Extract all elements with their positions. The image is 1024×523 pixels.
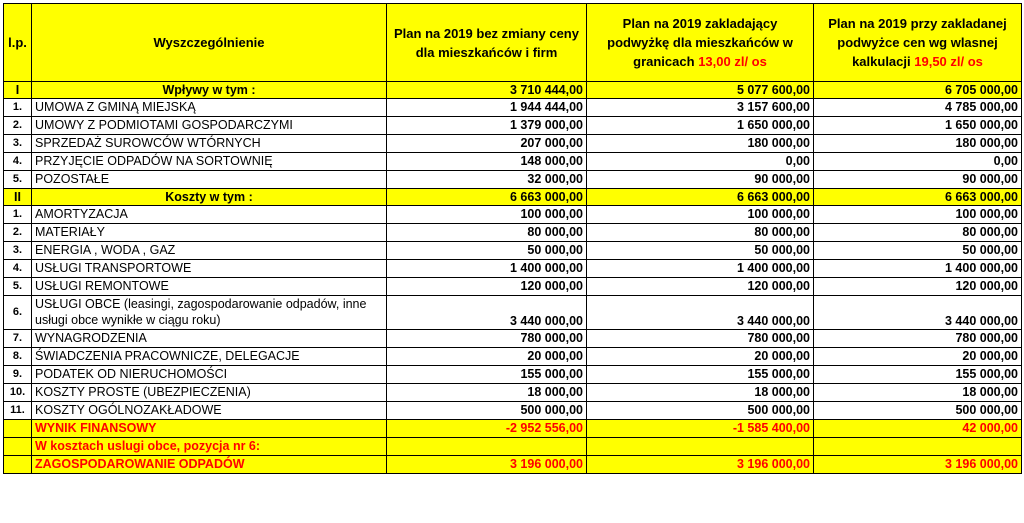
row-lp: 1. bbox=[4, 99, 32, 117]
table-row bbox=[4, 384, 1022, 402]
row-description: UMOWY Z PODMIOTAMI GOSPODARCZYMI bbox=[32, 117, 387, 135]
note-row bbox=[4, 438, 1022, 456]
section-income-row bbox=[4, 82, 1022, 99]
row-value-c: 120 000,00 bbox=[814, 278, 1022, 296]
table-row bbox=[4, 402, 1022, 420]
row-value-c: 155 000,00 bbox=[814, 366, 1022, 384]
row-value-a: 780 000,00 bbox=[387, 330, 587, 348]
row-value-c: 20 000,00 bbox=[814, 348, 1022, 366]
row-description: KOSZTY PROSTE (UBEZPIECZENIA) bbox=[32, 384, 387, 402]
row-lp: 3. bbox=[4, 135, 32, 153]
section-value-a: 6 663 000,00 bbox=[387, 189, 587, 206]
row-value-b: 18 000,00 bbox=[587, 384, 814, 402]
row-value-c: 18 000,00 bbox=[814, 384, 1022, 402]
table-row bbox=[4, 366, 1022, 384]
row-lp: 2. bbox=[4, 117, 32, 135]
row-lp: 8. bbox=[4, 348, 32, 366]
row-value-b: 155 000,00 bbox=[587, 366, 814, 384]
section-value-c: 6 705 000,00 bbox=[814, 82, 1022, 99]
section-costs-row bbox=[4, 189, 1022, 206]
row-value-c: 4 785 000,00 bbox=[814, 99, 1022, 117]
row-lp: 11. bbox=[4, 402, 32, 420]
row-value-b: 50 000,00 bbox=[587, 242, 814, 260]
table-row bbox=[4, 99, 1022, 117]
row-value-a: 1 379 000,00 bbox=[387, 117, 587, 135]
row-value-c: 500 000,00 bbox=[814, 402, 1022, 420]
note-label: W kosztach uslugi obce, pozycja nr 6: bbox=[32, 438, 387, 456]
row-value-b: 1 650 000,00 bbox=[587, 117, 814, 135]
table-row bbox=[4, 348, 1022, 366]
row-value-a: 20 000,00 bbox=[387, 348, 587, 366]
row-description: ENERGIA , WODA , GAZ bbox=[32, 242, 387, 260]
row-value-b: 3 157 600,00 bbox=[587, 99, 814, 117]
financial-result-label: WYNIK FINANSOWY bbox=[32, 420, 387, 438]
row-value-a: 1 400 000,00 bbox=[387, 260, 587, 278]
row-lp: 5. bbox=[4, 171, 32, 189]
header-plan-c bbox=[814, 4, 1022, 82]
row-value-a: 18 000,00 bbox=[387, 384, 587, 402]
row-description: PRZYJĘCIE ODPADÓW NA SORTOWNIĘ bbox=[32, 153, 387, 171]
row-description: ŚWIADCZENIA PRACOWNICZE, DELEGACJE bbox=[32, 348, 387, 366]
row-description: USŁUGI TRANSPORTOWE bbox=[32, 260, 387, 278]
section-label: Koszty w tym : bbox=[32, 189, 387, 206]
row-value-b: 80 000,00 bbox=[587, 224, 814, 242]
row-value-a: 1 944 444,00 bbox=[387, 99, 587, 117]
header-row bbox=[4, 4, 1022, 82]
row-value-b: 20 000,00 bbox=[587, 348, 814, 366]
row-value-b: 0,00 bbox=[587, 153, 814, 171]
row-value-c: 100 000,00 bbox=[814, 206, 1022, 224]
row-value-b: 500 000,00 bbox=[587, 402, 814, 420]
table-row bbox=[4, 330, 1022, 348]
table-row bbox=[4, 171, 1022, 189]
row-value-b: 120 000,00 bbox=[587, 278, 814, 296]
header-plan-c-rate: 19,50 zl/ os bbox=[914, 54, 983, 69]
section-label: Wpływy w tym : bbox=[32, 82, 387, 99]
financial-result-a: -2 952 556,00 bbox=[387, 420, 587, 438]
row-value-a: 120 000,00 bbox=[387, 278, 587, 296]
row-value-c: 780 000,00 bbox=[814, 330, 1022, 348]
row-value-b: 100 000,00 bbox=[587, 206, 814, 224]
row-lp: 1. bbox=[4, 206, 32, 224]
row-description: USŁUGI REMONTOWE bbox=[32, 278, 387, 296]
header-plan-b bbox=[587, 4, 814, 82]
row-description: PODATEK OD NIERUCHOMOŚCI bbox=[32, 366, 387, 384]
row-value-c: 50 000,00 bbox=[814, 242, 1022, 260]
header-plan-b-rate: 13,00 zl/ os bbox=[698, 54, 767, 69]
row-value-b: 3 440 000,00 bbox=[587, 296, 814, 330]
table-row bbox=[4, 242, 1022, 260]
row-value-a: 100 000,00 bbox=[387, 206, 587, 224]
header-lp: l.p. bbox=[4, 4, 32, 82]
footer-lp bbox=[4, 420, 32, 438]
row-description: UMOWA Z GMINĄ MIEJSKĄ bbox=[32, 99, 387, 117]
waste-management-label: ZAGOSPODAROWANIE ODPADÓW bbox=[32, 456, 387, 474]
row-value-c: 1 400 000,00 bbox=[814, 260, 1022, 278]
row-lp: 2. bbox=[4, 224, 32, 242]
row-value-a: 207 000,00 bbox=[387, 135, 587, 153]
row-value-c: 180 000,00 bbox=[814, 135, 1022, 153]
row-value-b: 1 400 000,00 bbox=[587, 260, 814, 278]
row-description: WYNAGRODZENIA bbox=[32, 330, 387, 348]
section-lp: I bbox=[4, 82, 32, 99]
budget-table bbox=[3, 3, 1022, 474]
financial-result-row bbox=[4, 420, 1022, 438]
row-lp: 7. bbox=[4, 330, 32, 348]
row-description: SPRZEDAŻ SUROWCÓW WTÓRNYCH bbox=[32, 135, 387, 153]
row-description: MATERIAŁY bbox=[32, 224, 387, 242]
table-row bbox=[4, 278, 1022, 296]
row-value-a: 50 000,00 bbox=[387, 242, 587, 260]
financial-result-c: 42 000,00 bbox=[814, 420, 1022, 438]
row-value-c: 1 650 000,00 bbox=[814, 117, 1022, 135]
row-value-a: 80 000,00 bbox=[387, 224, 587, 242]
financial-result-b: -1 585 400,00 bbox=[587, 420, 814, 438]
table-row bbox=[4, 296, 1022, 330]
footer-lp bbox=[4, 456, 32, 474]
row-lp: 6. bbox=[4, 296, 32, 330]
section-lp: II bbox=[4, 189, 32, 206]
row-value-c: 90 000,00 bbox=[814, 171, 1022, 189]
row-value-b: 90 000,00 bbox=[587, 171, 814, 189]
row-description: USŁUGI OBCE (leasingi, zagospodarowanie odpadów, inne usługi obce wynikłe w ciągu roku) bbox=[32, 296, 387, 330]
table-row bbox=[4, 153, 1022, 171]
row-value-b: 180 000,00 bbox=[587, 135, 814, 153]
note-empty-b bbox=[587, 438, 814, 456]
table-row bbox=[4, 224, 1022, 242]
footer-lp bbox=[4, 438, 32, 456]
row-lp: 5. bbox=[4, 278, 32, 296]
section-value-b: 6 663 000,00 bbox=[587, 189, 814, 206]
row-description: POZOSTAŁE bbox=[32, 171, 387, 189]
row-lp: 3. bbox=[4, 242, 32, 260]
row-value-c: 0,00 bbox=[814, 153, 1022, 171]
section-value-b: 5 077 600,00 bbox=[587, 82, 814, 99]
waste-management-b: 3 196 000,00 bbox=[587, 456, 814, 474]
table-row bbox=[4, 260, 1022, 278]
row-lp: 9. bbox=[4, 366, 32, 384]
waste-management-c: 3 196 000,00 bbox=[814, 456, 1022, 474]
table-row bbox=[4, 206, 1022, 224]
header-plan-c-text: Plan na 2019 przy zakladanej podwyżce cen wg wlasnej kalkulacji bbox=[828, 16, 1007, 69]
header-plan-b-text: Plan na 2019 zakladający podwyżkę dla mieszkańców w granicach bbox=[607, 16, 793, 69]
waste-management-a: 3 196 000,00 bbox=[387, 456, 587, 474]
waste-management-row bbox=[4, 456, 1022, 474]
table-row bbox=[4, 135, 1022, 153]
row-value-c: 80 000,00 bbox=[814, 224, 1022, 242]
row-value-a: 3 440 000,00 bbox=[387, 296, 587, 330]
row-value-a: 500 000,00 bbox=[387, 402, 587, 420]
row-value-a: 155 000,00 bbox=[387, 366, 587, 384]
row-value-c: 3 440 000,00 bbox=[814, 296, 1022, 330]
note-empty-c bbox=[814, 438, 1022, 456]
note-empty-a bbox=[387, 438, 587, 456]
row-lp: 4. bbox=[4, 153, 32, 171]
row-description: KOSZTY OGÓLNOZAKŁADOWE bbox=[32, 402, 387, 420]
section-value-c: 6 663 000,00 bbox=[814, 189, 1022, 206]
row-value-a: 148 000,00 bbox=[387, 153, 587, 171]
row-lp: 10. bbox=[4, 384, 32, 402]
section-value-a: 3 710 444,00 bbox=[387, 82, 587, 99]
row-value-a: 32 000,00 bbox=[387, 171, 587, 189]
row-value-b: 780 000,00 bbox=[587, 330, 814, 348]
header-description: Wyszczególnienie bbox=[32, 4, 387, 82]
row-lp: 4. bbox=[4, 260, 32, 278]
header-plan-a: Plan na 2019 bez zmiany ceny dla mieszkańców i firm bbox=[387, 4, 587, 82]
row-description: AMORTYZACJA bbox=[32, 206, 387, 224]
table-row bbox=[4, 117, 1022, 135]
